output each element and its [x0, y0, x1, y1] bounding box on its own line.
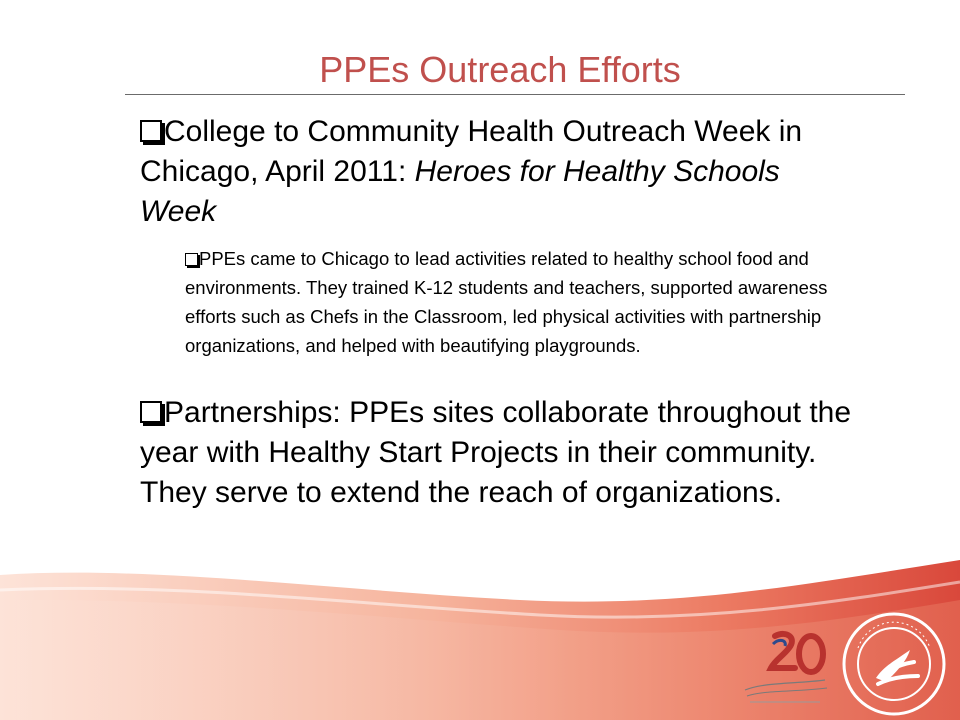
slide-title: PPEs Outreach Efforts [319, 49, 681, 90]
sub-bullet-chicago-activities [185, 244, 865, 360]
owh-20-anniversary-logo [735, 630, 835, 710]
checkbox-bullet-icon [140, 120, 162, 142]
bullet-partnerships-text: Partnerships: PPEs sites collaborate throughout the year with Healthy Start Projects in their community. They serve to extend the reach of organizations. [140, 396, 852, 509]
title-divider [125, 94, 905, 95]
checkbox-bullet-icon [185, 253, 198, 266]
bullet-outreach-week [140, 112, 840, 232]
hhs-seal-logo [838, 608, 950, 720]
sub-bullet-chicago-activities-text: PPEs came to Chicago to lead activities related to healthy school food and environments. They trained K-12 students and teachers, supported awareness efforts such as Chefs in the Classroom, led physical activities with partnership organizations, and helped with beautifying playgrounds. [185, 248, 828, 356]
bullet-outreach-week-text: College to Community Health Outreach Week in Chicago, April 2011: [140, 115, 803, 188]
bullet-outreach-week-emphasis: Heroes for Healthy Schools Week [140, 155, 780, 228]
checkbox-bullet-icon [140, 401, 162, 423]
bullet-partnerships [140, 393, 860, 513]
